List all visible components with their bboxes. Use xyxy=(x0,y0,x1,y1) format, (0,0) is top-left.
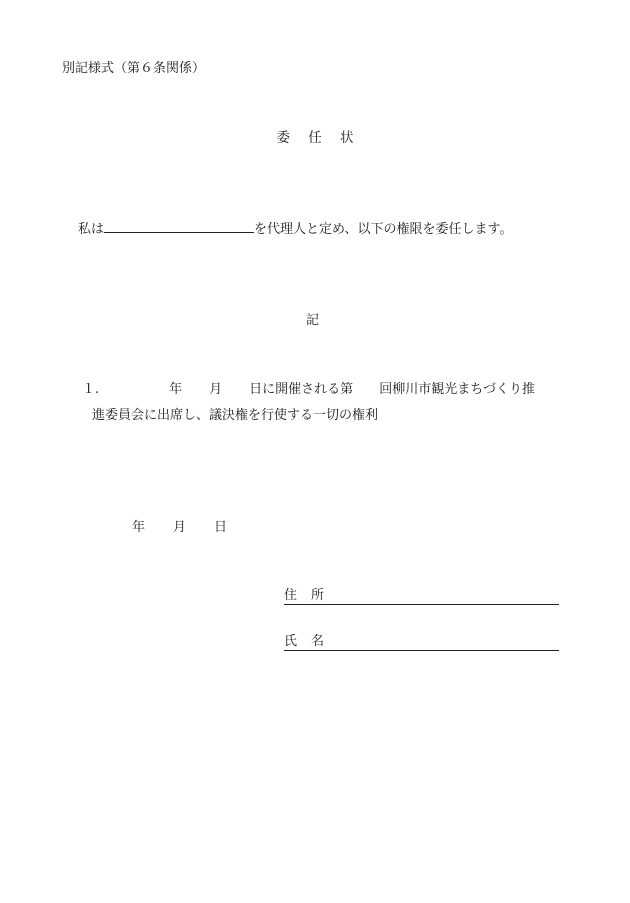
title-char: 委 xyxy=(276,130,290,146)
name-label-char: 氏 xyxy=(284,634,298,649)
date-month-label: 月 xyxy=(173,520,187,535)
item-1-continuation: 進委員会に出席し、議決権を行使する一切の権利 xyxy=(92,408,379,423)
document-title xyxy=(0,126,630,146)
session-text: 回柳川市観光まちづくり推 xyxy=(379,382,536,397)
address-field[interactable] xyxy=(284,584,559,605)
item-1 xyxy=(82,378,535,397)
title-char: 状 xyxy=(340,130,354,146)
date-year-label: 年 xyxy=(132,520,146,535)
form-reference-note: 別記様式（第６条関係） xyxy=(62,61,206,76)
address-label-char: 住 xyxy=(284,588,298,603)
address-label-char: 所 xyxy=(311,588,325,603)
item-number: １. xyxy=(82,382,100,397)
name-field[interactable] xyxy=(284,630,559,651)
ki-heading: 記 xyxy=(306,313,320,328)
title-char: 任 xyxy=(308,130,322,146)
day-text: 日に開催される第 xyxy=(249,382,354,397)
name-label-char: 名 xyxy=(311,634,325,649)
date-day-label: 日 xyxy=(214,520,228,535)
agent-name-blank[interactable] xyxy=(104,221,254,233)
year-label: 年 xyxy=(169,382,183,397)
delegation-prefix: 私は xyxy=(78,222,105,237)
delegation-statement xyxy=(78,218,512,237)
month-label: 月 xyxy=(209,382,223,397)
delegation-suffix: を代理人と定め、以下の権限を委任します。 xyxy=(254,222,513,237)
signing-date xyxy=(132,516,227,535)
